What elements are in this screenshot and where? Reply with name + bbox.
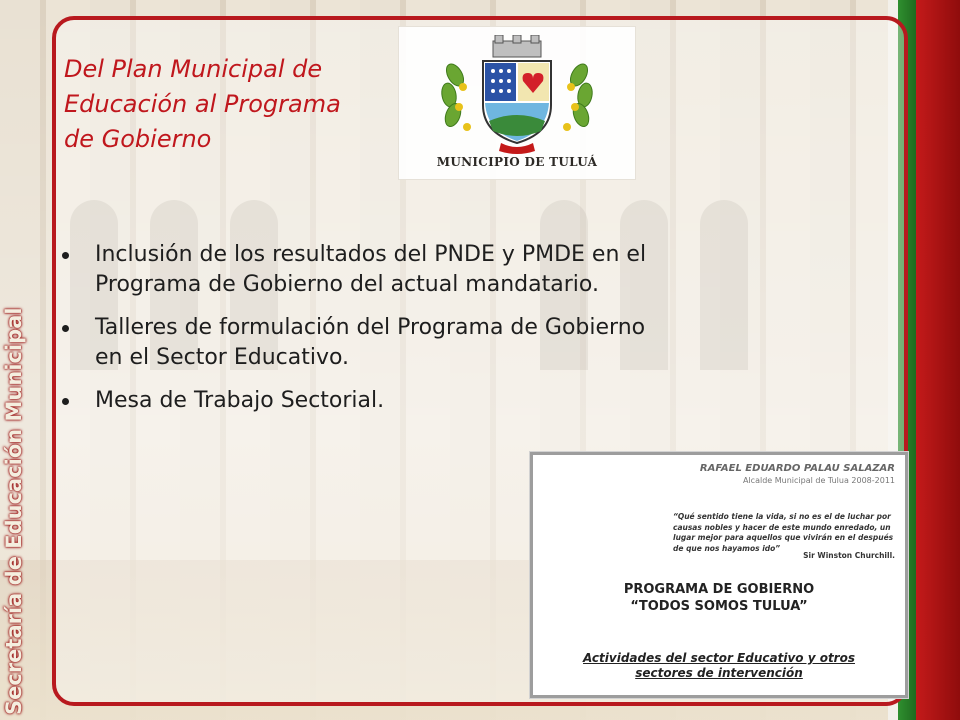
doc-subheading: [533, 651, 905, 681]
bullet-text: Mesa de Trabajo Sectorial.: [95, 388, 385, 413]
doc-subheading-line: sectores de intervención: [635, 666, 803, 680]
doc-heading-line: “TODOS SOMOS TULUA”: [630, 599, 808, 614]
title-line: Educación al Programa: [64, 90, 341, 118]
bullet-dot-icon: [62, 398, 69, 405]
edge-stripe-red: [916, 0, 960, 720]
bullet-item: [60, 386, 650, 416]
bullet-list: [60, 240, 650, 429]
logo-label: MUNICIPIO DE TULUÁ: [436, 155, 598, 169]
side-label: Secretaría de Educación Municipal: [2, 307, 26, 715]
bullet-item: [60, 313, 650, 373]
bullet-dot-icon: [62, 252, 69, 259]
title-line: Del Plan Municipal de: [64, 55, 323, 83]
doc-quote: “Qué sentido tiene la vida, si no es el de luchar por causas nobles y hacer de este mundo enredado, un lugar mejor para aquellos que vivirán en el después de que nos hayamos ido”: [673, 512, 894, 553]
doc-author: Sir Winston Churchill.: [803, 551, 895, 560]
bullet-text: Inclusión de los resultados del PNDE y PMDE en el Programa de Gobierno del actual mandatario.: [95, 242, 647, 297]
slide-title: [64, 52, 394, 157]
doc-name: RAFAEL EDUARDO PALAU SALAZAR: [699, 463, 895, 474]
bullet-text: Talleres de formulación del Programa de Gobierno en el Sector Educativo.: [95, 315, 646, 370]
coat-of-arms-icon: [417, 35, 617, 155]
title-line: de Gobierno: [64, 125, 212, 153]
municipal-logo: [398, 26, 636, 180]
doc-heading: [533, 581, 905, 615]
bullet-dot-icon: [62, 325, 69, 332]
doc-role: Alcalde Municipal de Tulua 2008-2011: [742, 476, 895, 485]
doc-heading-line: PROGRAMA DE GOBIERNO: [623, 582, 815, 597]
doc-subheading-line: Actividades del sector Educativo y otros: [583, 651, 855, 665]
bullet-item: [60, 240, 650, 300]
document-thumbnail: [530, 452, 908, 698]
